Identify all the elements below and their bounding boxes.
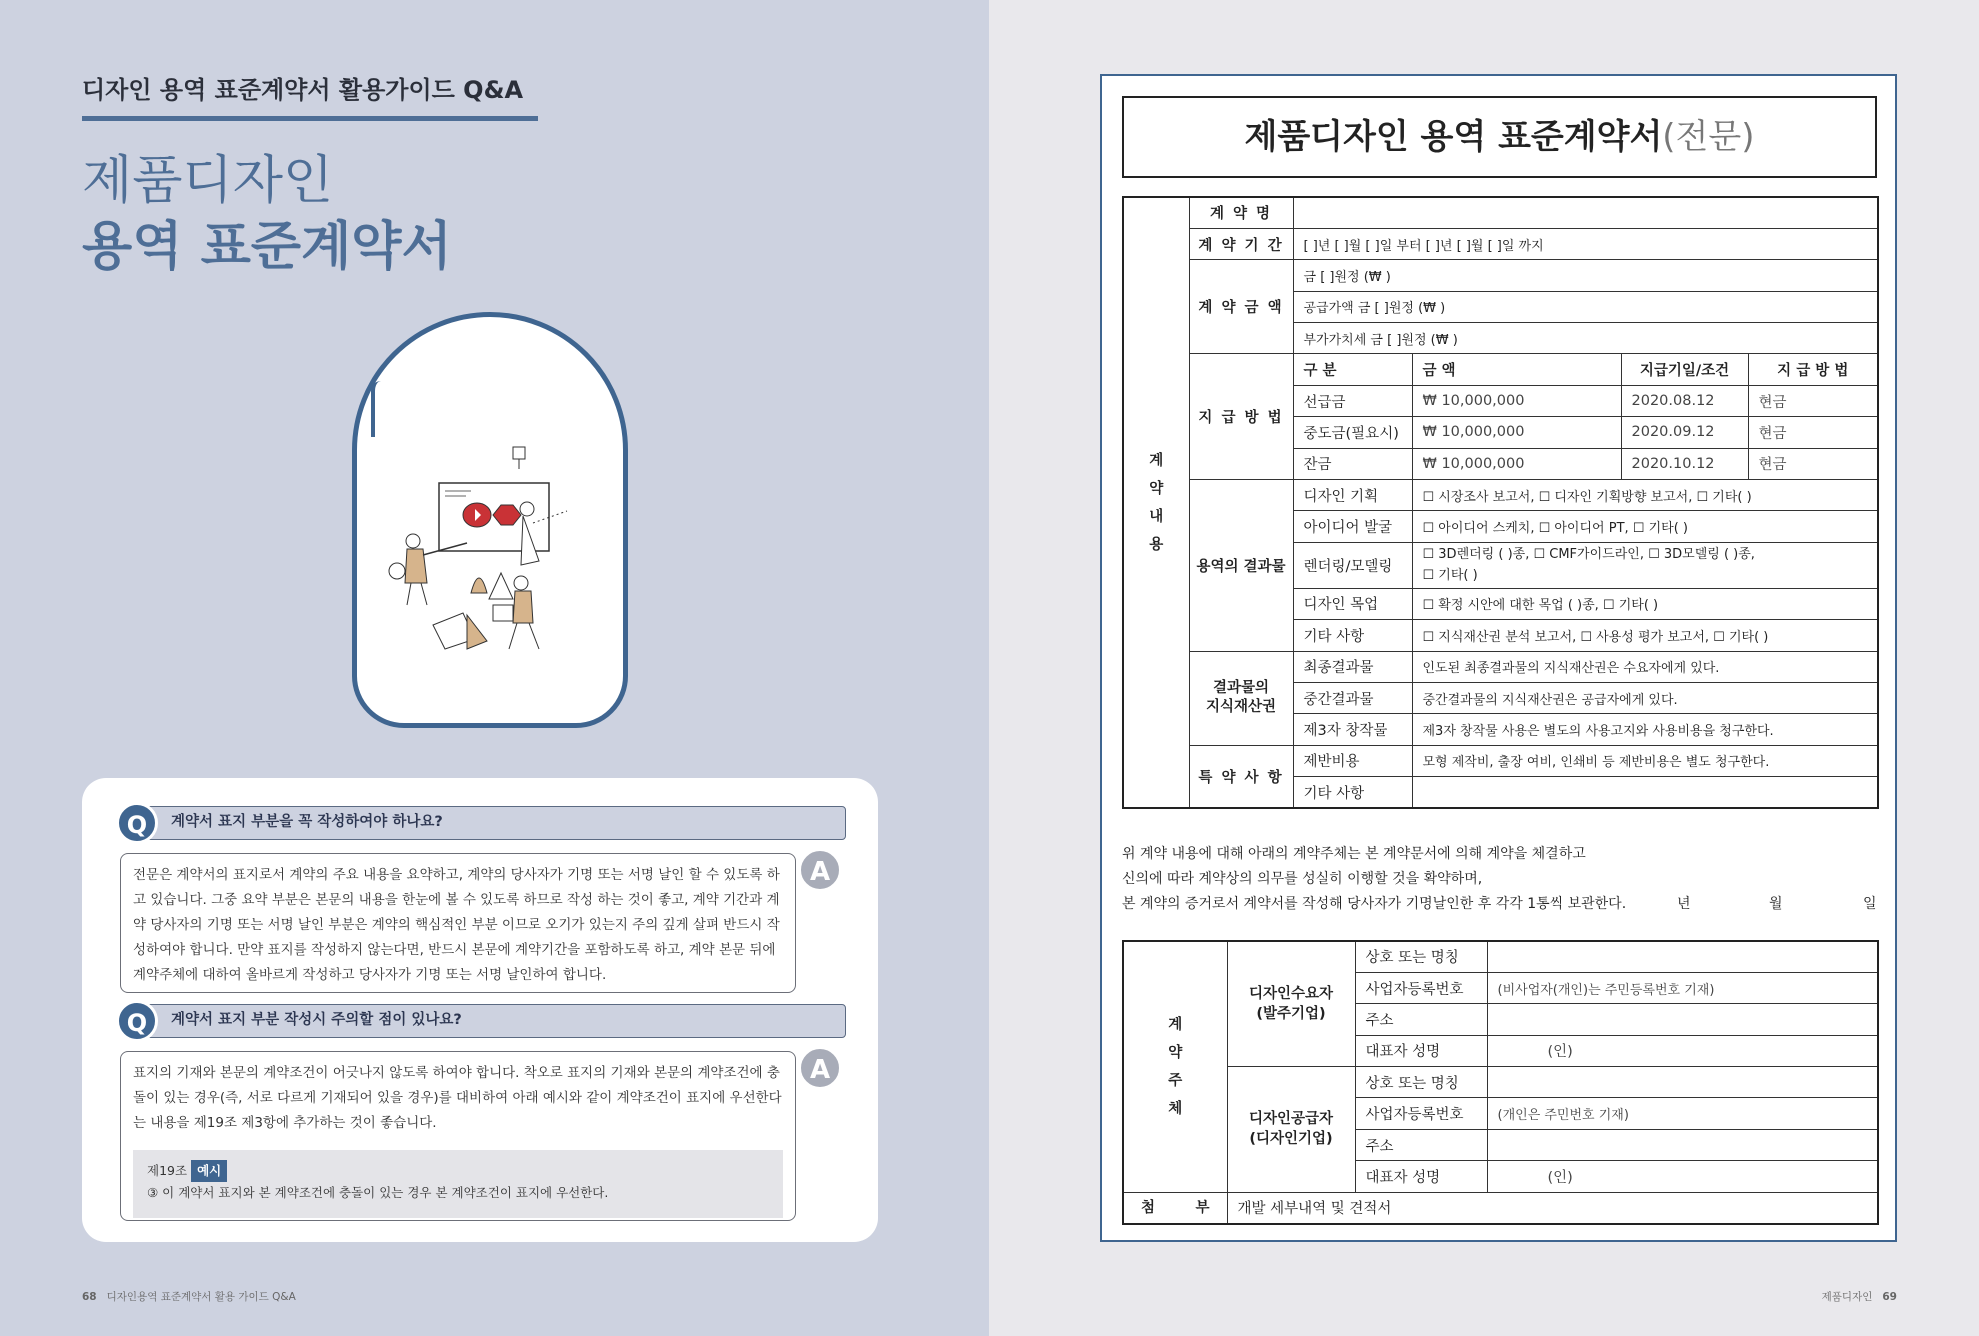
example-article: 제19조: [147, 1163, 188, 1178]
label-deliverables: 용역의 결과물: [1189, 480, 1293, 652]
deliverable-name: 기타 사항: [1293, 620, 1412, 651]
declaration-line: 신의에 따라 계약상의 의무를 성실히 이행할 것을 확약하며,: [1122, 871, 1483, 887]
party-field-name: 주소: [1355, 1129, 1487, 1160]
party-field-name: 대표자 성명: [1355, 1035, 1487, 1066]
declaration: [1122, 842, 1877, 917]
dome-illustration: [352, 312, 628, 728]
payment-header-method: 지 급 방 법: [1748, 354, 1878, 385]
party-field-name: 사업자등록번호: [1355, 1098, 1487, 1129]
parties-table: [1122, 940, 1879, 1225]
question-text: 계약서 표지 부분을 꼭 작성하여야 하나요?: [171, 814, 443, 830]
guide-title: 디자인 용역 표준계약서 활용가이드 Q&A: [82, 76, 524, 104]
ip-text: 제3자 창작물 사용은 별도의 사용고지와 사용비용을 청구한다.: [1412, 714, 1878, 745]
section-contract-content: 계 약 내 용: [1123, 197, 1189, 808]
main-title-line2: 용역 표준계약서: [82, 217, 452, 277]
declaration-line: 본 계약의 증거로서 계약서를 작성해 당사자가 기명날인한 후 각각 1통씩 보관한다.: [1122, 896, 1627, 912]
party1-label: 디자인수요자 (발주기업): [1227, 941, 1355, 1067]
party-field-value[interactable]: [1487, 941, 1878, 972]
party-field-name: 상호 또는 명칭: [1355, 1067, 1487, 1098]
payment-date[interactable]: 2020.10.12: [1621, 448, 1748, 479]
date-day-label: 일: [1863, 896, 1877, 912]
contract-title: [1122, 96, 1877, 178]
label-contract-name: 계 약 명: [1189, 197, 1293, 228]
answer-box-2: [120, 1051, 796, 1221]
party-field-value[interactable]: [1487, 1067, 1878, 1098]
main-title-line1: 제품디자인: [82, 151, 334, 211]
contract-document: [1100, 74, 1897, 1242]
guide-title-underline: [82, 116, 538, 121]
footer-text: 제품디자인: [1821, 1291, 1873, 1303]
payment-header-date: 지급기일/조건: [1621, 354, 1748, 385]
payment-kind: 잔금: [1293, 448, 1412, 479]
left-page: [0, 0, 989, 1336]
payment-header-kind: 구 분: [1293, 354, 1412, 385]
party-field-name: 사업자등록번호: [1355, 972, 1487, 1003]
special-name: 기타 사항: [1293, 777, 1412, 808]
label-payment: 지 급 방 법: [1189, 354, 1293, 480]
deliverable-name: 렌더링/모델링: [1293, 542, 1412, 588]
party-field-value[interactable]: (인): [1487, 1161, 1878, 1192]
party2-label: 디자인공급자 (디자인기업): [1227, 1067, 1355, 1193]
deliverable-options[interactable]: ☐ 확정 시안에 대한 목업 ( )종, ☐ 기타( ): [1412, 588, 1878, 619]
payment-date[interactable]: 2020.09.12: [1621, 417, 1748, 448]
question-text: 계약서 표지 부분 작성시 주의할 점이 있나요?: [171, 1012, 462, 1028]
payment-method[interactable]: 현금: [1748, 417, 1878, 448]
ip-name: 중간결과물: [1293, 682, 1412, 713]
date-month-label: 월: [1769, 896, 1783, 912]
deliverable-options[interactable]: [1412, 542, 1878, 588]
payment-header-amount: 금 액: [1412, 354, 1621, 385]
dome-highlight: [371, 381, 381, 437]
qa-box: [82, 778, 878, 1242]
footer-text: 디자인용역 표준계약서 활용 가이드 Q&A: [106, 1291, 296, 1303]
payment-method[interactable]: 현금: [1748, 385, 1878, 416]
special-name: 제반비용: [1293, 745, 1412, 776]
page-number: 68: [82, 1291, 97, 1303]
contract-period-value[interactable]: [ ]년 [ ]월 [ ]일 부터 [ ]년 [ ]월 [ ]일 까지: [1293, 228, 1878, 259]
special-text: 모형 제작비, 출장 여비, 인쇄비 등 제반비용은 별도 청구한다.: [1412, 745, 1878, 776]
party-field-value[interactable]: [1487, 1004, 1878, 1035]
ip-text: 중간결과물의 지식재산권은 공급자에게 있다.: [1412, 682, 1878, 713]
amount-supply[interactable]: 공급가액 금 [ ]원정 (₩ ): [1293, 291, 1878, 322]
label-contract-period: 계 약 기 간: [1189, 228, 1293, 259]
payment-amount[interactable]: ₩ 10,000,000: [1412, 417, 1621, 448]
example-tag: 예시: [191, 1160, 227, 1182]
party-field-name: 주소: [1355, 1004, 1487, 1035]
deliverable-name: 디자인 목업: [1293, 588, 1412, 619]
date-year-label: 년: [1677, 896, 1691, 912]
attach-value[interactable]: 개발 세부내역 및 견적서: [1227, 1192, 1878, 1223]
example-box: [133, 1150, 783, 1218]
label-contract-amount: 계 약 금 액: [1189, 260, 1293, 354]
deliverable-options[interactable]: ☐ 지식재산권 분석 보고서, ☐ 사용성 평가 보고서, ☐ 기타( ): [1412, 620, 1878, 651]
footer-left: [82, 1289, 296, 1304]
deliverable-name: 아이디어 발굴: [1293, 511, 1412, 542]
deliverable-options[interactable]: ☐ 아이디어 스케치, ☐ 아이디어 PT, ☐ 기타( ): [1412, 511, 1878, 542]
ip-text: 인도된 최종결과물의 지식재산권은 수요자에게 있다.: [1412, 651, 1878, 682]
deliverable-name: 디자인 기획: [1293, 480, 1412, 511]
amount-total[interactable]: 금 [ ]원정 (₩ ): [1293, 260, 1878, 291]
payment-kind: 선급금: [1293, 385, 1412, 416]
answer-text: 전문은 계약서의 표지로서 계약의 주요 내용을 요약하고, 계약의 당사자가 기명 또는 서명 날인 할 수 있도록 하고 있습니다. 그중 요약 부분은 본문의 내용을 한눈에 볼 수 있도록 하므로 작성 하는 것이 좋고, 계약 기간과 계약 당사자의 기명 또는 서명 날인 부분은 계약의 핵심적인 부분 이므로 오기가 있는지 주의 깊게 살펴 반드시 작성하여야 합니다. 만약 표지를 작성하지 않는다면, 반드시 본문에 계약기간을 포함하도록 하고, 계약 본문 뒤에 계약주체에 대하여 올바르게 작성하고 당사자가 기명 또는 서명 날인하여 합니다.: [133, 867, 780, 983]
a-icon: A: [798, 1046, 842, 1090]
payment-method[interactable]: 현금: [1748, 448, 1878, 479]
footer-right: [1822, 1289, 1897, 1304]
deliverable-options-line1: ☐ 3D렌더링 ( )종, ☐ CMF가이드라인, ☐ 3D모델링 ( )종,: [1422, 547, 1755, 563]
party-field-value[interactable]: (비사업자(개인)는 주민등록번호 기재): [1487, 972, 1878, 1003]
answer-box-1: [120, 853, 796, 993]
q-icon: Q: [116, 802, 158, 844]
party-field-name: 대표자 성명: [1355, 1161, 1487, 1192]
contract-name-value[interactable]: [1293, 197, 1878, 228]
party-field-value[interactable]: [1487, 1129, 1878, 1160]
payment-date[interactable]: 2020.08.12: [1621, 385, 1748, 416]
designers-illustration: [371, 443, 611, 683]
payment-amount[interactable]: ₩ 10,000,000: [1412, 448, 1621, 479]
q-icon: Q: [116, 1000, 158, 1042]
answer-text: 표지의 기재와 본문의 계약조건이 어긋나지 않도록 하여야 합니다. 착오로 표지의 기재와 본문의 계약조건에 충돌이 있는 경우(즉, 서로 다르게 기재되어 있을 경우)를 대비하여 아래 예시와 같이 계약조건이 표지에 우선한다는 내용을 제19조 제3항에 추가하는 것이 좋습니다.: [133, 1065, 782, 1131]
ip-name: 최종결과물: [1293, 651, 1412, 682]
special-text[interactable]: [1412, 777, 1878, 808]
contract-title-text: 제품디자인 용역 표준계약서: [1244, 117, 1663, 157]
amount-vat[interactable]: 부가가치세 금 [ ]원정 (₩ ): [1293, 323, 1878, 354]
declaration-line: 위 계약 내용에 대해 아래의 계약주체는 본 계약문서에 의해 계약을 체결하고: [1122, 846, 1586, 862]
question-bar-1: [124, 806, 846, 840]
contract-content-table: [1122, 196, 1879, 809]
a-icon: A: [798, 848, 842, 892]
ip-name: 제3자 창작물: [1293, 714, 1412, 745]
deliverable-options-line2: ☐ 기타( ): [1422, 568, 1478, 584]
payment-kind: 중도금(필요시): [1293, 417, 1412, 448]
attach-label: 첨 부: [1123, 1192, 1227, 1223]
deliverable-options[interactable]: ☐ 시장조사 보고서, ☐ 디자인 기획방향 보고서, ☐ 기타( ): [1412, 480, 1878, 511]
party-field-name: 상호 또는 명칭: [1355, 941, 1487, 972]
example-text: ③ 이 계약서 표지와 본 계약조건에 충돌이 있는 경우 본 계약조건이 표지에 우선한다.: [147, 1185, 609, 1200]
label-ip: 결과물의 지식재산권: [1189, 651, 1293, 745]
section-parties: 계 약 주 체: [1123, 941, 1227, 1192]
contract-title-suffix: (전문): [1662, 117, 1755, 157]
party-field-value[interactable]: (인): [1487, 1035, 1878, 1066]
question-bar-2: [124, 1004, 846, 1038]
payment-amount[interactable]: ₩ 10,000,000: [1412, 385, 1621, 416]
party-field-value[interactable]: (개인은 주민번호 기재): [1487, 1098, 1878, 1129]
label-special: 특 약 사 항: [1189, 745, 1293, 808]
page-number: 69: [1882, 1291, 1897, 1303]
